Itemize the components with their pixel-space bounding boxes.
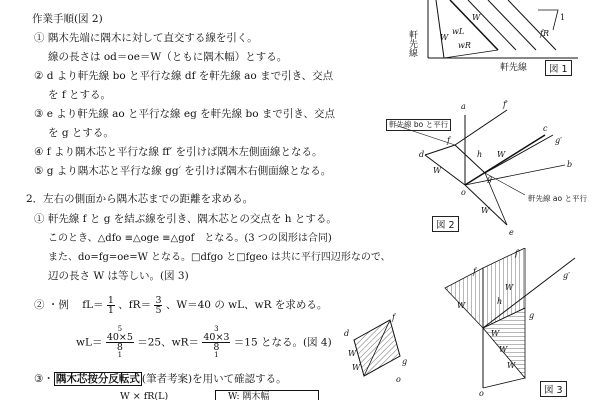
fl-denominator: 1: [107, 304, 114, 316]
fig2-note-parallel-bo: 軒先線 bo と平行: [386, 119, 451, 131]
fig3-g-prime: g′: [563, 271, 570, 280]
fr-denominator: 5: [155, 304, 162, 316]
fig4-o: o: [396, 375, 401, 384]
fig4-g: g: [402, 357, 408, 366]
section-2-parallelogram: また、do=fg=oe=W となる。□dfgo と□fgeo は共に平行四辺形なので、: [48, 252, 391, 263]
wl-cancel-sup: 5: [117, 325, 123, 333]
fig4-w-1: W: [348, 349, 357, 358]
fig2-h: h: [477, 150, 483, 159]
figure-3-caption: 図 3: [540, 381, 567, 397]
fig1-one: 1: [560, 13, 566, 22]
fr-fraction: [154, 296, 162, 315]
step-3-check: [34, 373, 287, 386]
calculation-line: [76, 326, 332, 359]
figure-2-caption: 図 2: [432, 216, 459, 232]
step-3-prefix: ③・: [34, 373, 54, 385]
step-1-line-2: 線の長さは od＝oe＝W（ともに隅木幅）とする。: [48, 51, 288, 63]
section-2-title: 2．左右の側面から隅木芯までの距離を求める。: [26, 193, 254, 205]
fig4-d: d: [344, 329, 350, 338]
fig1-w-1: W: [440, 33, 449, 42]
fig4-f: f: [392, 313, 395, 322]
wr-numerator: 40×3: [203, 332, 230, 343]
fig1-left-label: 軒先線: [407, 30, 417, 57]
section-2-congruence: このとき、△dfo ≡△oge ≡△gof となる。(3 つの図形は合同): [48, 233, 332, 244]
step-3-line-2: を g とする。: [48, 127, 114, 139]
wl-numerator: 40×5: [106, 332, 133, 343]
fig2-o: o: [461, 188, 466, 197]
fig2-f: f: [447, 136, 450, 145]
fig2-e: e: [509, 228, 514, 237]
step-4-line: ④ f より隅木芯と平行な線 ff′ を引けば隅木左側面線となる。: [34, 146, 323, 158]
fig2-g: g: [487, 174, 493, 183]
fig3-w-2: W: [505, 283, 514, 292]
fig2-w-3: W: [481, 206, 490, 215]
example-rest: 、W＝40 の wL、wR を求める。: [165, 299, 328, 311]
wl-label: wL＝: [76, 336, 103, 349]
bottom-formula: W × fR(L): [120, 391, 169, 400]
fig2-note-parallel-ao: 軒先線 ao と平行: [528, 194, 587, 203]
fig2-b: b: [567, 160, 573, 169]
wl-denominator: 8: [116, 342, 123, 353]
step-3-line-1: ③ e より軒先線 ao と平行な線 eg を軒先線 bo まで引き、交点: [34, 108, 335, 120]
wl-cancel-sub: 1: [117, 351, 123, 359]
example-line: [34, 294, 327, 316]
fig3-f-prime: f′: [515, 249, 520, 258]
fl-numerator: 1: [107, 294, 114, 306]
fig2-a: a: [461, 102, 466, 111]
fig2-f-prime: f′: [503, 100, 508, 109]
fig3-h: h: [497, 297, 503, 306]
fig3-g: g: [529, 311, 535, 320]
fig2-c: c: [543, 124, 548, 133]
fig3-w-3: W: [491, 329, 500, 338]
fr-label: 、fR＝: [118, 299, 152, 311]
fig3-w-1: W: [457, 301, 466, 310]
wr-result: ＝15 となる。(図 4): [233, 336, 332, 349]
fl-fraction: [107, 296, 115, 315]
fr-numerator: 3: [155, 294, 162, 306]
fig2-w-1: W: [497, 150, 506, 159]
figure-3-diagram: [435, 248, 595, 396]
fig2-g-prime: g′: [555, 136, 562, 145]
fig2-w-2: W: [433, 166, 442, 175]
fig1-wr: wR: [458, 41, 471, 50]
step-2-line-1: ② d より軒先線 bo と平行な線 df を軒先線 ao まで引き、交点: [34, 70, 334, 82]
fl-label: fL＝: [82, 299, 104, 311]
figure-4-diagram: [334, 310, 424, 386]
fig4-w-2: W: [352, 363, 361, 372]
fig1-fr: fR: [540, 29, 549, 38]
step-1-line-1: ① 隅木先端に隅木に対して直交する線を引く。: [34, 32, 258, 44]
fig3-w-5: W: [507, 361, 516, 370]
fig1-w-2: W: [472, 13, 481, 22]
formula-name-boxed: 隅木芯按分反転式: [55, 373, 140, 385]
step-2-line-2: を f とする。: [48, 89, 112, 101]
step-5-line: ⑤ g より隅木芯と平行な線 gg′ を引けば隅木右側面線となる。: [34, 165, 332, 177]
wl-fraction: [106, 326, 134, 359]
bottom-legend-box: W: 隅木幅: [215, 390, 319, 400]
fig2-d: d: [419, 150, 425, 159]
figure-1-caption: 図 1: [545, 60, 572, 76]
step-3-rest: (筆者考案)を用いて確認する。: [141, 373, 287, 385]
wl-result: ＝25、wR＝: [137, 336, 200, 349]
fig1-bottom-label: 軒先線: [500, 63, 528, 73]
fig3-w-4: W: [499, 345, 508, 354]
example-prefix: ② ・例: [34, 299, 69, 311]
wr-cancel-sup: 3: [214, 325, 219, 333]
figure-2-diagram: [385, 95, 590, 240]
section-2-equal-sides: 辺の長さ W は等しい。(図 3): [48, 270, 189, 282]
fig1-wl: wL: [452, 27, 465, 36]
wr-cancel-sub: 1: [214, 351, 219, 359]
section-2-step-1: ① 軒先線 f と g を結ぶ線を引き、隅木芯との交点を h とする。: [34, 213, 337, 225]
wr-denominator: 8: [213, 342, 220, 353]
fig3-o: o: [479, 389, 484, 396]
fig3-f: f: [473, 267, 476, 276]
procedure-heading: 作業手順(図 2): [32, 13, 103, 25]
wr-fraction: [202, 326, 230, 359]
